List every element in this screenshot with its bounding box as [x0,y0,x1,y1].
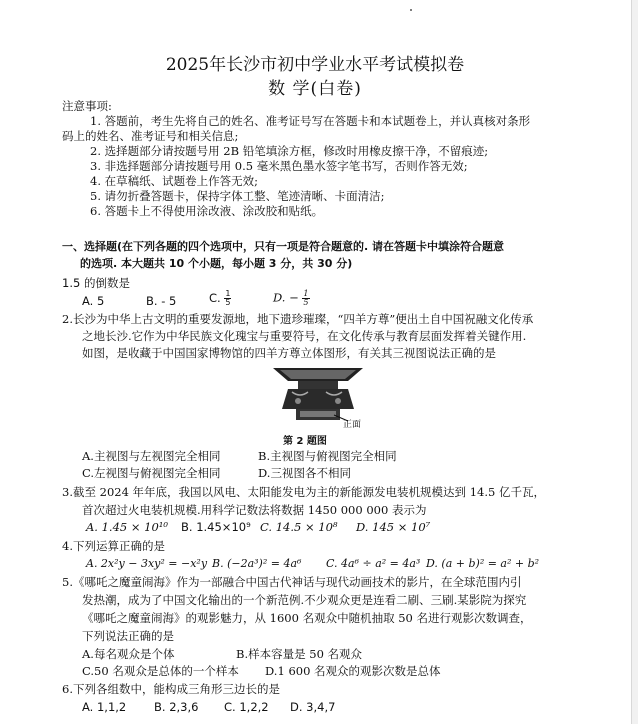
q5-option-b: B.样本容量是 50 名观众 [236,647,363,661]
fraction-denominator: 5 [225,298,231,307]
q2-option-b: B.主视图与俯视图完全相同 [258,449,397,463]
note-item: 2. 选择题部分请按题号用 2B 铅笔填涂方框，修改时用橡皮擦干净，不留痕迹; [90,144,489,158]
q4-option-b: B. (−2a³)² = 4a⁶ [212,557,302,570]
q2-option-d: D.三视图各不相同 [258,466,351,480]
q1-option-a: A. 5 [82,294,105,308]
q2-stem-line: 之地长沙.它作为中华民族文化瑰宝与重要符号，在文化传承与教育层面发挥着关键作用. [82,329,527,343]
q1-option-c-fraction [224,290,231,307]
q2-option-c: C.左视图与俯视图完全相同 [82,466,221,480]
q5-option-a: A.每名观众是个体 [82,647,175,661]
section-heading: 一、选择题(在下列各题的四个选项中，只有一项是符合题意的. 请在答题卡中填涂符合题意 [62,240,505,253]
q1-option-d [273,290,310,307]
fraction-denominator: 5 [303,298,309,307]
note-item: 3. 非选择题部分请按题号用 0.5 毫米黑色墨水签字笔书写，否则作答无效; [90,159,468,173]
page-title: 2025年长沙市初中学业水平考试模拟卷 [165,55,465,75]
section-heading-cont: 的选项. 本大题共 10 个小题，每小题 3 分，共 30 分) [80,257,353,270]
q2-stem-line: 2.长沙为中华上古文明的重要发源地，地下遗珍璀璨，“四羊方尊”便出土自中国祝融文化传承 [62,312,534,326]
q2-stem-line: 如图，是收藏于中国国家博物馆的四羊方尊立体图形，有关其三视图说法正确的是 [82,346,496,360]
q5-stem-line: 下列说法正确的是 [82,629,174,643]
q1-option-b: B. - 5 [146,294,177,308]
q6-option-a: A. 1,1,2 [82,700,127,714]
fraction-numerator: 1 [303,289,309,298]
q5-option-d: D.1 600 名观众的观影次数是总体 [265,664,441,678]
four-goat-square-zun-figure [268,365,368,425]
q6-option-c: C. 1,2,2 [224,700,269,714]
q3-stem-line: 3.截至 2024 年年底，我国以风电、太阳能发电为主的新能源发电装机规模达到 14.5 亿千瓦， [62,485,545,499]
q4-option-a: A. 2x²y − 3xy² = −x²y [86,557,208,570]
speck [410,9,412,11]
vessel-drawing [273,368,363,420]
q2-option-a: A.主视图与左视图完全相同 [82,449,221,463]
figure-front-label: 正面 [343,420,362,430]
note-item: 1. 答题前，考生先将自己的姓名、准考证号写在答题卡和本试题卷上，并认真核对条形 [90,114,531,128]
q1-option-c [209,290,231,307]
figure-caption: 第 2 题图 [283,436,327,447]
q3-option-c: C. 14.5 × 10⁸ [260,520,338,534]
q4-stem: 4.下列运算正确的是 [62,539,165,553]
q6-stem: 6.下列各组数中，能构成三角形三边长的是 [62,682,280,696]
q4-option-d: D. (a + b)² = a² + b² [426,557,540,570]
q5-option-c: C.50 名观众是总体的一个样本 [82,664,239,678]
q6-option-d: D. 3,4,7 [290,700,336,714]
q4-option-c: C. 4a⁶ ÷ a² = 4a³ [326,557,421,570]
q3-option-a: A. 1.45 × 10¹⁰ [86,520,169,534]
fraction-numerator: 1 [225,289,231,298]
q6-option-b: B. 2,3,6 [154,700,199,714]
note-item: 5. 请勿折叠答题卡，保持字体工整、笔迹清晰、卡面清洁; [90,189,385,203]
page-subtitle: 数 学(白卷) [268,79,362,99]
q1-stem: 1.5 的倒数是 [62,276,130,290]
q1-option-c-prefix: C. [209,291,221,305]
scrollbar-gutter[interactable] [631,0,638,724]
note-item: 4. 在草稿纸、试题卷上作答无效; [90,174,259,188]
q1-option-d-fraction [302,290,309,307]
q3-stem-line: 首次超过火电装机规模.用科学记数法将数据 1450 000 000 表示为 [82,503,427,517]
q5-stem-line: 发热潮，成为了中国文化输出的一个新范例.不少观众更是连看二刷、三刷.某影院为探究 [82,593,527,607]
q5-stem-line: 5.《哪吒之魔童闹海》作为一部融合中国古代神话与现代动画技术的影片，在全球范围内引 [62,575,522,589]
q1-option-d-prefix: D. − [273,290,299,305]
q3-option-b: B. 1.45×10⁹ [181,520,251,534]
q3-option-d: D. 145 × 10⁷ [356,520,431,534]
note-item: 6. 答题卡上不得使用涂改液、涂改胶和贴纸。 [90,204,324,218]
notes-heading: 注意事项: [62,99,112,113]
note-item: 码上的姓名、准考证号和相关信息; [62,129,239,143]
q5-stem-line: 《哪吒之魔童闹海》的观影魅力，从 1600 名观众中随机抽取 50 名进行观影次数调查， [82,611,532,625]
